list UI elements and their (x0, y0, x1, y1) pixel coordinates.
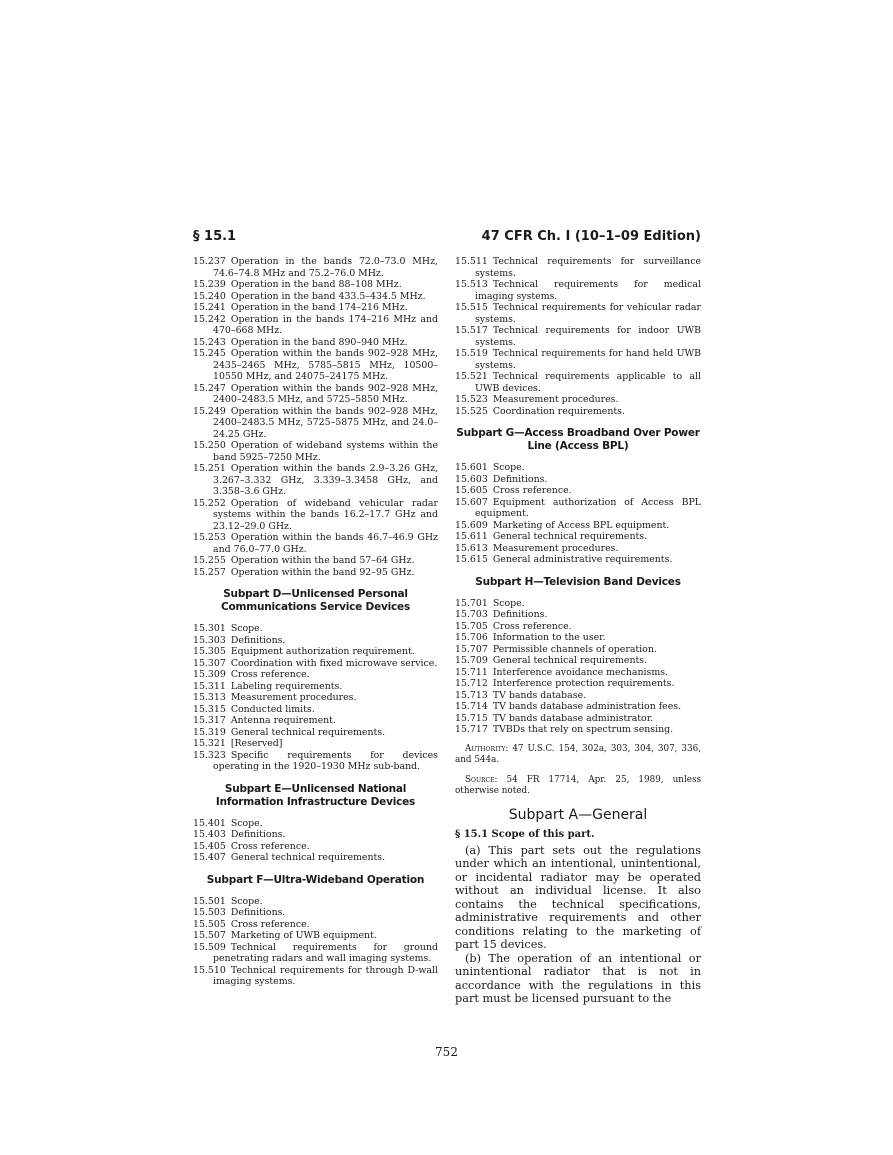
section-number: 15.705 (455, 620, 488, 632)
toc-entry (193, 692, 438, 704)
section-number: 15.250 (193, 440, 226, 451)
section-number: 15.319 (193, 726, 226, 738)
toc-entry (455, 554, 701, 566)
toc-entry (455, 302, 701, 325)
section-title: Operation within the bands 46.7–46.9 GHz and 76.0–77.0 GHz. (213, 532, 438, 555)
section-number: 15.615 (455, 554, 488, 565)
edition-label: 47 CFR Ch. I (10–1–09 Edition) (481, 229, 701, 244)
section-number: 15.517 (455, 325, 488, 336)
section-title: Technical requirements for through D-wall imaging systems. (213, 964, 438, 987)
toc-entry (193, 738, 438, 750)
section-title: General administrative requirements. (492, 554, 673, 565)
toc-entry (193, 440, 438, 463)
section-title: Cross reference. (230, 840, 310, 852)
section-number: 15.714 (455, 701, 488, 712)
toc-entry (193, 291, 438, 303)
toc-entry (193, 942, 438, 965)
toc-entry (455, 644, 701, 656)
toc-entry (455, 348, 701, 371)
section-title: Technical requirements applicable to all UWB devices. (475, 371, 701, 394)
section-title: Permissible channels of operation. (492, 643, 657, 655)
toc-entry (193, 348, 438, 383)
toc-entry (455, 497, 701, 520)
toc-entry (455, 394, 701, 406)
section-number: 15.405 (193, 840, 226, 852)
authority-text: : 47 U.S.C. 154, 302a, 303, 304, 307, 336, and 544a. (455, 743, 701, 765)
subpart-e-heading: Subpart E—Unlicensed National Information Infrastructure Devices (215, 782, 416, 808)
toc-entry (455, 655, 701, 667)
section-number: 15.519 (455, 348, 488, 359)
toc-entry (193, 646, 438, 658)
toc-entry (193, 841, 438, 853)
subpart-f-heading: Subpart F—Ultra-Wideband Operation (206, 873, 425, 886)
subpart-d-heading: Subpart D—Unlicensed Personal Communications Service Devices (220, 588, 411, 613)
section-title: TV bands database. (492, 689, 587, 701)
section-title: Scope. (230, 817, 263, 829)
running-header (193, 229, 701, 249)
section-number: 15.240 (193, 290, 226, 302)
section-number: 15.515 (455, 302, 488, 313)
toc-entry (193, 498, 438, 533)
section-title: Conducted limits. (230, 703, 315, 715)
section-title: Interference avoidance mechanisms. (492, 666, 668, 678)
left-column (193, 256, 438, 988)
toc-subpart-g-list (455, 462, 701, 566)
section-title: Information to the user. (492, 632, 606, 643)
section-title: Definitions. (230, 907, 286, 918)
toc-entry (193, 907, 438, 919)
section-title: General technical requirements. (492, 531, 648, 542)
section-number: 15.252 (193, 497, 226, 509)
section-number: 15.303 (193, 634, 226, 646)
section-title: Scope. (492, 462, 525, 473)
toc-subpart-h-list (455, 598, 701, 736)
paragraph-a: (a) This part sets out the regulations under which an intentional, unintentional, or incidental radiator may be operated without an individual license. It also contains the technical specifications, administrative requirements and other conditions relating to the marketing of part 15 devices. (455, 843, 701, 951)
section-title: Marketing of UWB equipment. (230, 930, 377, 941)
toc-entry (193, 302, 438, 314)
toc-entry (193, 635, 438, 647)
section-title: Coordination requirements. (492, 405, 625, 417)
toc-entry (193, 314, 438, 337)
subpart-g-heading: Subpart G—Access Broadband Over Power Line (Access BPL) (456, 427, 700, 452)
toc-entry (455, 667, 701, 679)
section-number: 15.603 (455, 473, 488, 485)
source-text: : 54 FR 17714, Apr. 25, 1989, unless otherwise noted. (455, 774, 701, 796)
section-number: 15.715 (455, 712, 488, 724)
toc-entry (193, 463, 438, 498)
toc-entry (193, 337, 438, 349)
toc-entry (193, 623, 438, 635)
section-number: 15.253 (193, 532, 226, 543)
toc-entry (193, 406, 438, 441)
section-title: General technical requirements. (230, 726, 386, 738)
section-number: 15.307 (193, 657, 226, 669)
section-number: 15.247 (193, 382, 226, 394)
section-title: General technical requirements. (492, 655, 648, 666)
authority-note (455, 744, 701, 767)
section-title: Technical requirements for vehicular radar systems. (475, 302, 701, 325)
section-title: Operation in the bands 72.0–73.0 MHz, 74.6–74.8 MHz and 75.2–76.0 MHz. (213, 256, 438, 279)
toc-entry (455, 713, 701, 725)
section-title: TVBDs that rely on spectrum sensing. (492, 724, 674, 735)
section-title: Technical requirements for surveillance systems. (475, 256, 701, 279)
section-title: Technical requirements for medical imaging systems. (475, 279, 701, 302)
section-title: Operation within the band 92–95 GHz. (230, 566, 415, 578)
toc-entry (455, 462, 701, 474)
section-number: 15.601 (455, 462, 488, 473)
section-number: 15.317 (193, 715, 226, 726)
section-number: 15.613 (455, 542, 488, 554)
section-number: 15.523 (455, 394, 488, 405)
section-title: Cross reference. (492, 620, 572, 632)
section-title: Measurement procedures. (492, 394, 619, 405)
section-title: Operation within the bands 2.9–3.26 GHz, 3.267–3.332 GHz, 3.339–3.3458 GHz, and 3.358–3.6 GHz. (213, 463, 438, 497)
section-number: 15.711 (455, 666, 488, 678)
right-column (455, 256, 701, 1006)
section-title: Definitions. (230, 829, 286, 840)
section-number: 15.315 (193, 703, 226, 715)
section-title: TV bands database administration fees. (492, 701, 682, 712)
toc-entry (193, 715, 438, 727)
section-title: Operation within the bands 902–928 MHz, 2400–2483.5 MHz, and 5725–5850 MHz. (213, 382, 438, 405)
section-title: Specific requirements for devices operating in the 1920–1930 MHz sub-band. (213, 749, 438, 772)
toc-entry (193, 658, 438, 670)
subpart-a-heading: Subpart A—General (508, 806, 648, 823)
section-title: Scope. (230, 895, 263, 907)
section-title: Technical requirements for hand held UWB systems. (475, 348, 701, 371)
section-number: 15.709 (455, 655, 488, 666)
section-title: Operation in the bands 174–216 MHz and 470–668 MHz. (213, 313, 438, 336)
toc-subpart-c-list (193, 256, 438, 578)
section-title: Operation in the band 890–940 MHz. (230, 336, 408, 348)
section-title: Operation within the bands 902–928 MHz, 2435–2465 MHz, 5785–5815 MHz, 10500–10550 MHz, and 24075–24175 MHz. (213, 348, 438, 382)
toc-entry (455, 371, 701, 394)
toc-entry (455, 621, 701, 633)
toc-entry (455, 609, 701, 621)
section-number: 15.301 (193, 623, 226, 634)
section-number: 15.257 (193, 566, 226, 578)
section-number: 15.401 (193, 817, 226, 829)
section-title: General technical requirements. (230, 852, 386, 863)
section-number: 15.305 (193, 646, 226, 657)
section-number: 15.609 (455, 519, 488, 531)
toc-entry (455, 543, 701, 555)
toc-entry (193, 256, 438, 279)
section-number: 15.611 (455, 531, 488, 542)
section-marker: § 15.1 (193, 229, 237, 244)
authority-label: Authority (465, 743, 506, 754)
section-title: Definitions. (492, 473, 548, 485)
section-title: Scope. (492, 597, 525, 609)
section-title: Equipment authorization requirement. (230, 646, 415, 657)
section-number: 15.245 (193, 348, 226, 359)
toc-subpart-f-continued-list (455, 256, 701, 417)
subpart-h-heading: Subpart H—Television Band Devices (475, 575, 681, 588)
section-number: 15.511 (455, 256, 488, 267)
toc-entry (193, 896, 438, 908)
section-title: Antenna requirement. (230, 715, 336, 726)
toc-entry (455, 632, 701, 644)
toc-entry (455, 520, 701, 532)
section-heading: § 15.1 Scope of this part. (455, 829, 595, 840)
section-title: Measurement procedures. (230, 692, 357, 703)
section-title: Definitions. (230, 634, 286, 646)
section-number: 15.605 (455, 485, 488, 496)
toc-entry (455, 256, 701, 279)
toc-entry (193, 279, 438, 291)
source-label: Source (465, 774, 495, 785)
section-number: 15.249 (193, 405, 226, 417)
toc-entry (193, 532, 438, 555)
section-title: TV bands database administrator. (492, 712, 654, 724)
section-title: Labeling requirements. (230, 680, 343, 692)
section-title: Cross reference. (230, 669, 310, 680)
section-number: 15.242 (193, 313, 226, 325)
toc-entry (193, 750, 438, 773)
section-title: Coordination with fixed microwave service. (230, 657, 438, 669)
toc-subpart-f-list (193, 896, 438, 988)
section-number: 15.706 (455, 632, 488, 643)
section-number: 15.701 (455, 597, 488, 609)
section-number: 15.403 (193, 829, 226, 840)
section-number: 15.505 (193, 918, 226, 930)
section-title: Scope. (230, 623, 263, 634)
section-number: 15.407 (193, 852, 226, 863)
section-title: Operation within the band 57–64 GHz. (230, 555, 415, 566)
toc-entry (193, 681, 438, 693)
toc-entry (193, 852, 438, 864)
section-number: 15.501 (193, 895, 226, 907)
section-title: Operation of wideband systems within the band 5925–7250 MHz. (213, 440, 438, 463)
section-title: [Reserved] (230, 738, 283, 749)
section-number: 15.510 (193, 964, 226, 976)
section-number: 15.712 (455, 678, 488, 689)
page-number: 752 (435, 1045, 458, 1059)
toc-subpart-d-list (193, 623, 438, 773)
toc-entry (193, 818, 438, 830)
toc-entry (193, 383, 438, 406)
toc-entry (455, 701, 701, 713)
section-title: Measurement procedures. (492, 542, 619, 554)
section-number: 15.503 (193, 907, 226, 918)
section-title: Equipment authorization of Access BPL equipment. (475, 496, 701, 519)
toc-entry (455, 325, 701, 348)
section-title: Operation of wideband vehicular radar systems within the bands 16.2–17.7 GHz and 23.12–29.0 GHz. (213, 497, 438, 532)
toc-entry (193, 930, 438, 942)
section-number: 15.717 (455, 724, 488, 735)
source-note (455, 775, 701, 798)
toc-entry (455, 724, 701, 736)
toc-entry (455, 598, 701, 610)
section-number: 15.311 (193, 680, 226, 692)
section-number: 15.509 (193, 941, 226, 953)
toc-subpart-e-list (193, 818, 438, 864)
section-title: Operation in the band 433.5–434.5 MHz. (230, 290, 426, 302)
section-number: 15.521 (455, 371, 488, 382)
section-title: Technical requirements for ground penetrating radars and wall imaging systems. (213, 941, 438, 964)
section-title: Operation in the band 88–108 MHz. (230, 279, 402, 290)
section-number: 15.321 (193, 738, 226, 749)
section-title: Operation within the bands 902–928 MHz, 2400–2483.5 MHz, 5725–5875 MHz, and 24.0–24.25 GHz. (213, 405, 438, 440)
section-number: 15.707 (455, 643, 488, 655)
toc-entry (455, 690, 701, 702)
section-number: 15.513 (455, 279, 488, 290)
section-number: 15.237 (193, 256, 226, 267)
section-number: 15.239 (193, 279, 226, 290)
section-number: 15.703 (455, 609, 488, 620)
toc-entry (193, 555, 438, 567)
section-number: 15.243 (193, 336, 226, 348)
section-number: 15.713 (455, 689, 488, 701)
section-number: 15.241 (193, 302, 226, 313)
toc-entry (455, 406, 701, 418)
section-title: Interference protection requirements. (492, 678, 675, 689)
section-number: 15.607 (455, 496, 488, 508)
toc-entry (193, 965, 438, 988)
section-number: 15.251 (193, 463, 226, 474)
section-title: Cross reference. (492, 485, 572, 496)
toc-entry (193, 727, 438, 739)
section-number: 15.309 (193, 669, 226, 680)
section-title: Cross reference. (230, 918, 310, 930)
toc-entry (455, 279, 701, 302)
section-number: 15.313 (193, 692, 226, 703)
section-number: 15.507 (193, 930, 226, 941)
section-number: 15.255 (193, 555, 226, 566)
section-title: Technical requirements for indoor UWB systems. (475, 325, 701, 348)
toc-entry (193, 669, 438, 681)
section-title: Definitions. (492, 609, 548, 620)
paragraph-b: (b) The operation of an intentional or unintentional radiator that is not in accordance with the regulations in this part must be licensed pursuant to the (455, 951, 701, 1005)
toc-entry (455, 474, 701, 486)
toc-entry (193, 829, 438, 841)
toc-entry (455, 485, 701, 497)
section-number: 15.323 (193, 749, 226, 761)
section-title: Marketing of Access BPL equipment. (492, 519, 670, 531)
toc-entry (193, 704, 438, 716)
section-number: 15.525 (455, 405, 488, 417)
toc-entry (455, 678, 701, 690)
toc-entry (193, 567, 438, 579)
toc-entry (193, 919, 438, 931)
section-title: Operation in the band 174–216 MHz. (230, 302, 408, 313)
toc-entry (455, 531, 701, 543)
